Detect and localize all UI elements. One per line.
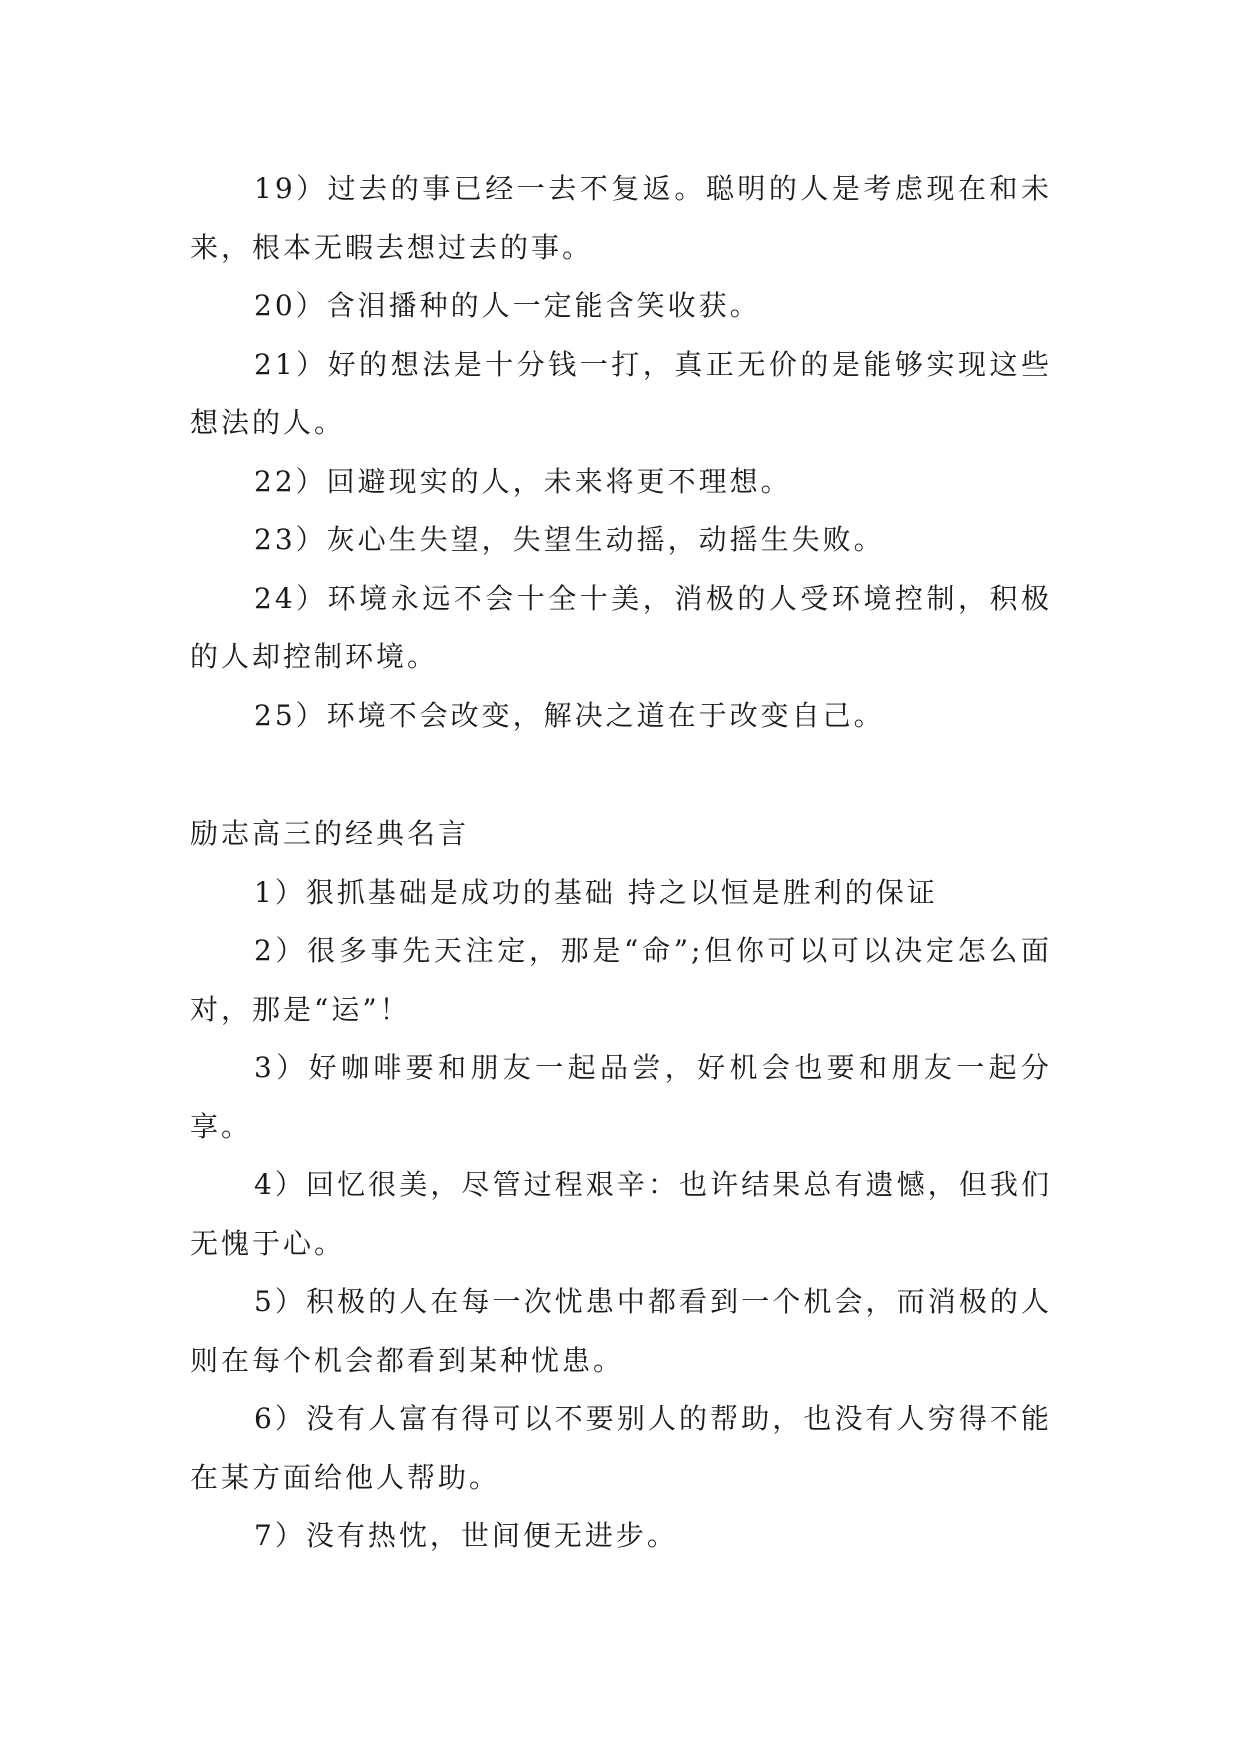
- quote-6: 6）没有人富有得可以不要别人的帮助，也没有人穷得不能在某方面给他人帮助。: [190, 1402, 1052, 1494]
- quote-4: 4）回忆很美，尽管过程艰辛：也许结果总有遗憾，但我们无愧于心。: [190, 1168, 1052, 1260]
- quote-1: 1）狠抓基础是成功的基础 持之以恒是胜利的保证: [254, 875, 938, 909]
- quote-3: 3）好咖啡要和朋友一起品尝，好机会也要和朋友一起分享。: [190, 1051, 1052, 1143]
- quote-25: 25）环境不会改变，解决之道在于改变自己。: [254, 698, 885, 732]
- quote-7: 7）没有热忱，世间便无进步。: [254, 1519, 678, 1552]
- quote-22: 22）回避现实的人，未来将更不理想。: [254, 464, 792, 498]
- quote-19: 19）过去的事已经一去不复返。聪明的人是考虑现在和未来，根本无暇去想过去的事。: [190, 172, 1052, 264]
- quote-24: 24）环境永远不会十全十美，消极的人受环境控制，积极的人却控制环境。: [190, 581, 1052, 673]
- quote-21: 21）好的想法是十分钱一打，真正无价的是能够实现这些想法的人。: [190, 347, 1052, 439]
- document-body: [190, 160, 1052, 1566]
- quote-5: 5）积极的人在每一次忧患中都看到一个机会，而消极的人则在每个机会都看到某种忧患。: [190, 1285, 1052, 1377]
- quote-20: 20）含泪播种的人一定能含笑收获。: [254, 289, 761, 322]
- section-heading: 励志高三的经典名言: [190, 817, 470, 850]
- quote-2: 2）很多事先天注定，那是“命”;但你可以可以决定怎么面对，那是“运”！: [190, 934, 1052, 1026]
- quote-23: 23）灰心生失望，失望生动摇，动摇生失败。: [254, 523, 885, 556]
